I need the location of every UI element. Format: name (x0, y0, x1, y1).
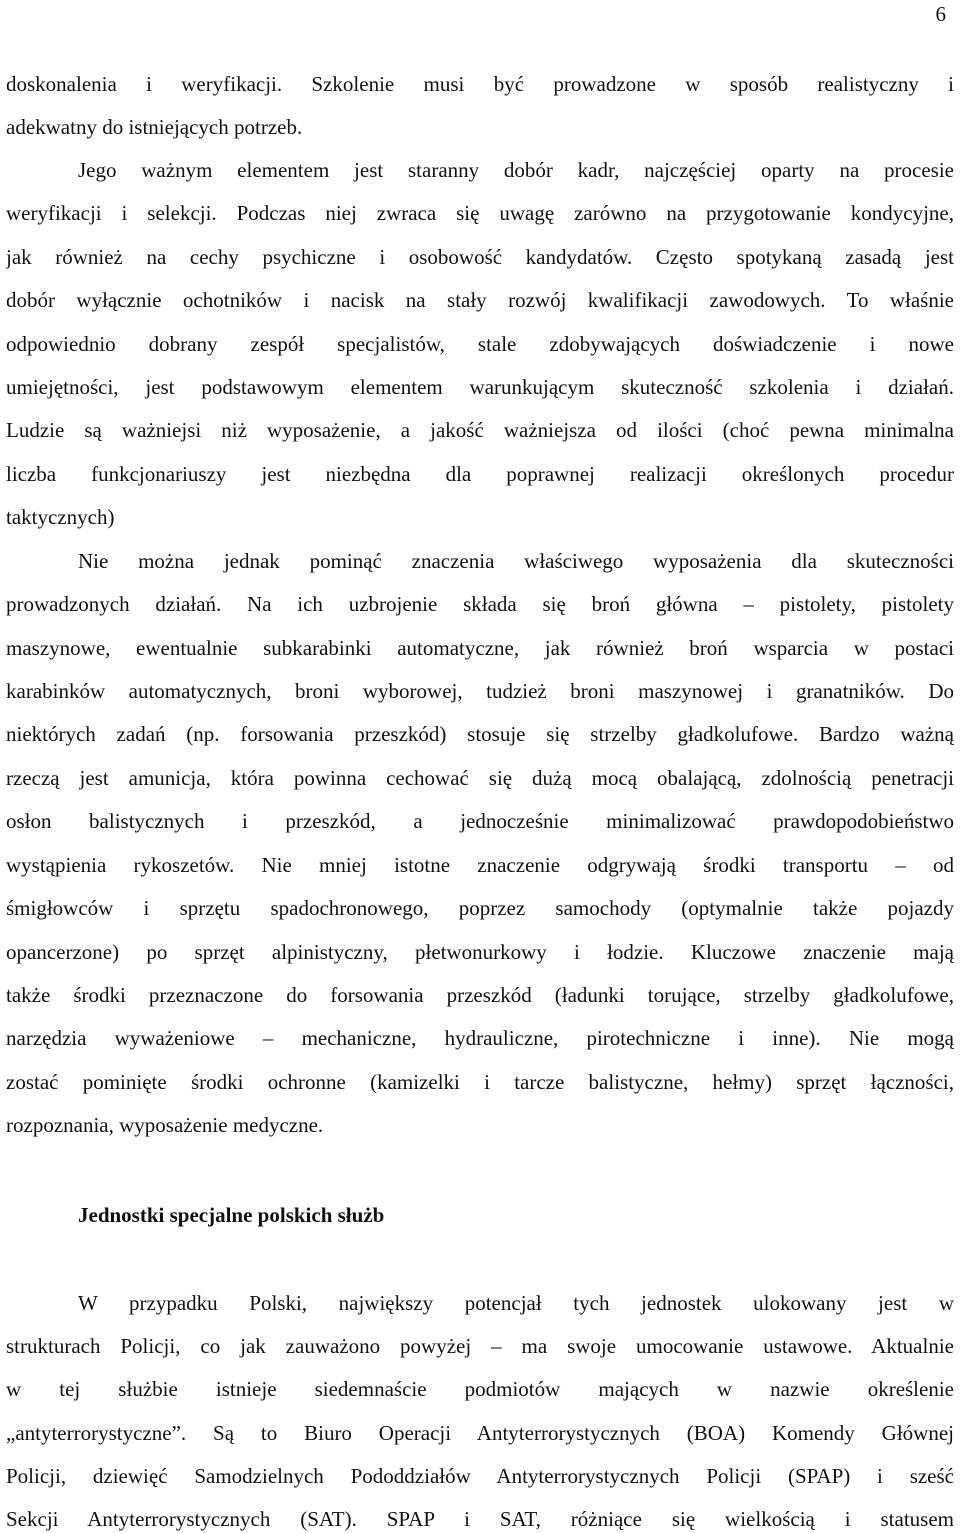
text-line: jak również na cechy psychiczne i osobowość kandydatów. Często spotykaną zasadą jest (6, 245, 954, 269)
text-line: W przypadku Polski, największy potencjał tych jednostek ulokowany jest w (78, 1291, 954, 1315)
text-line: wystąpienia rykoszetów. Nie mniej istotne znaczenie odgrywają środki transportu – od (6, 853, 954, 877)
text-line: opancerzone) po sprzęt alpinistyczny, płetwonurkowy i łodzie. Kluczowe znaczenie mają (6, 940, 954, 964)
text-line: strukturach Policji, co jak zauważono powyżej – ma swoje umocowanie ustawowe. Aktualnie (6, 1334, 954, 1358)
text-line: „antyterrorystyczne”. Są to Biuro Operacji Antyterrorystycznych (BOA) Komendy Głównej (6, 1421, 954, 1445)
text-line: maszynowe, ewentualnie subkarabinki automatyczne, jak również broń wsparcia w postaci (6, 636, 954, 660)
text-line: Policji, dziewięć Samodzielnych Pododdziałów Antyterrorystycznych Policji (SPAP) i sześć (6, 1464, 954, 1488)
text-line: liczba funkcjonariuszy jest niezbędna dla poprawnej realizacji określonych procedur (6, 462, 954, 486)
text-line: Sekcji Antyterrorystycznych (SAT). SPAP i SAT, różniące się wielkością i statusem (6, 1507, 954, 1531)
text-line: zostać pominięte środki ochronne (kamizelki i tarcze balistyczne, hełmy) sprzęt łączności, (6, 1070, 954, 1094)
text-line: niektórych zadań (np. forsowania przeszkód) stosuje się strzelby gładkolufowe. Bardzo ważną (6, 722, 954, 746)
text-line: Nie można jednak pominąć znaczenia właściwego wyposażenia dla skuteczności (78, 549, 954, 573)
text-line: doskonalenia i weryfikacji. Szkolenie musi być prowadzone w sposób realistyczny i (6, 72, 954, 96)
text-line: adekwatny do istniejących potrzeb. (6, 115, 303, 139)
text-line: umiejętności, jest podstawowym elementem warunkującym skuteczność szkolenia i działań. (6, 375, 954, 399)
text-line: weryfikacji i selekcji. Podczas niej zwraca się uwagę zarówno na przygotowanie kondycyjne, (6, 201, 954, 225)
page-number: 6 (935, 2, 946, 26)
text-line: Ludzie są ważniejsi niż wyposażenie, a jakość ważniejsza od ilości (choć pewna minimalna (6, 418, 954, 442)
text-line: także środki przeznaczone do forsowania przeszkód (ładunki torujące, strzelby gładkolufowe, (6, 983, 954, 1007)
text-line: taktycznych) (6, 505, 115, 529)
text-line: śmigłowców i sprzętu spadochronowego, poprzez samochody (optymalnie także pojazdy (6, 896, 954, 920)
text-line: narzędzia wyważeniowe – mechaniczne, hydrauliczne, pirotechniczne i inne). Nie mogą (6, 1026, 954, 1050)
text-line: karabinków automatycznych, broni wyborowej, tudzież broni maszynowej i granatników. Do (6, 679, 954, 703)
text-line: w tej służbie istnieje siedemnaście podmiotów mających w nazwie określenie (6, 1377, 954, 1401)
text-line: Jego ważnym elementem jest staranny dobór kadr, najczęściej oparty na procesie (78, 158, 954, 182)
text-line: odpowiednio dobrany zespół specjalistów, stale zdobywających doświadczenie i nowe (6, 332, 954, 356)
text-line: dobór wyłącznie ochotników i nacisk na stały rozwój kwalifikacji zawodowych. To właśnie (6, 288, 954, 312)
text-line: osłon balistycznych i przeszkód, a jednocześnie minimalizować prawdopodobieństwo (6, 809, 954, 833)
text-line: rzeczą jest amunicja, która powinna cechować się dużą mocą obalającą, zdolnością penetracji (6, 766, 954, 790)
text-line: prowadzonych działań. Na ich uzbrojenie składa się broń główna – pistolety, pistolety (6, 592, 954, 616)
text-line: rozpoznania, wyposażenie medyczne. (6, 1113, 324, 1137)
section-heading: Jednostki specjalne polskich służb (78, 1203, 385, 1227)
